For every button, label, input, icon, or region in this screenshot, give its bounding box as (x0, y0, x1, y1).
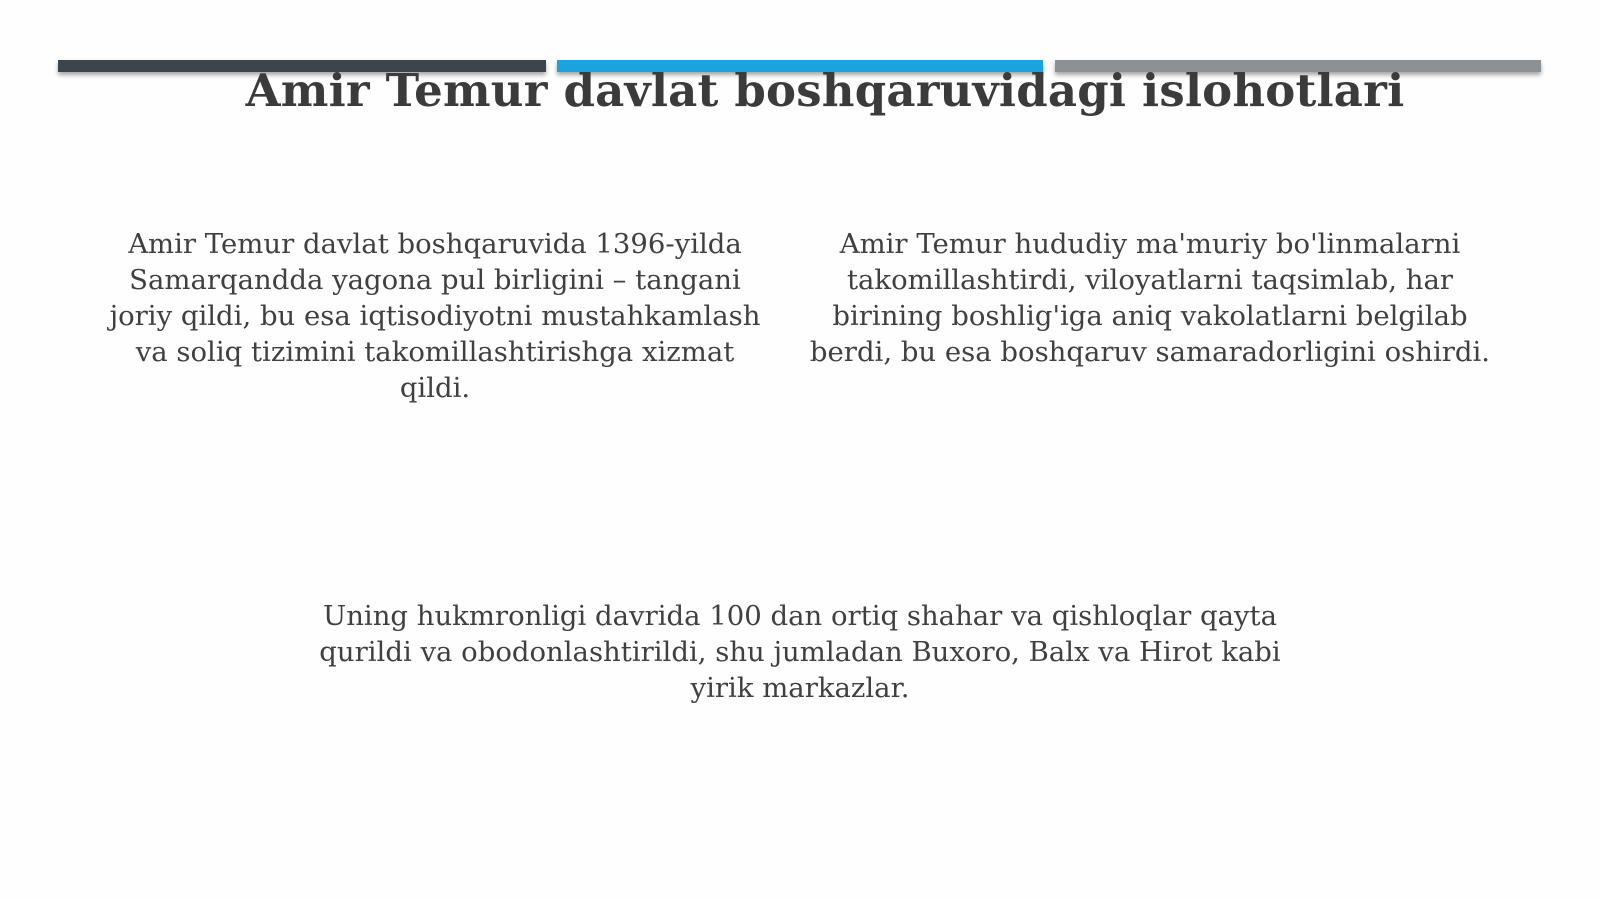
title-area (0, 0, 1600, 140)
paragraph-city-reconstruction: Uning hukmronligi davrida 100 dan ortiq shahar va qishloqlar qayta qurildi va obodonlashtirildi, shu jumladan Buxoro, Balx va Hirot kabi yirik markazlar. (319, 600, 1281, 704)
paragraph-administrative-reform: Amir Temur hududiy ma'muriy bo'linmalarni takomillashtirdi, viloyatlarni taqsimlab, har birining boshlig'iga aniq vakolatlarni belgilab berdi, bu esa boshqaruv samaradorligini oshirdi. (809, 228, 1491, 368)
paragraph-currency-reform: Amir Temur davlat boshqaruvida 1396-yilda Samarqandda yagona pul birligini – tangani joriy qildi, bu esa iqtisodiyotni mustahkamlash va soliq tizimini takomillashtirishga xizmat qildi. (109, 228, 761, 404)
slide-title: Amir Temur davlat boshqaruvidagi islohotlari (245, 64, 1405, 117)
